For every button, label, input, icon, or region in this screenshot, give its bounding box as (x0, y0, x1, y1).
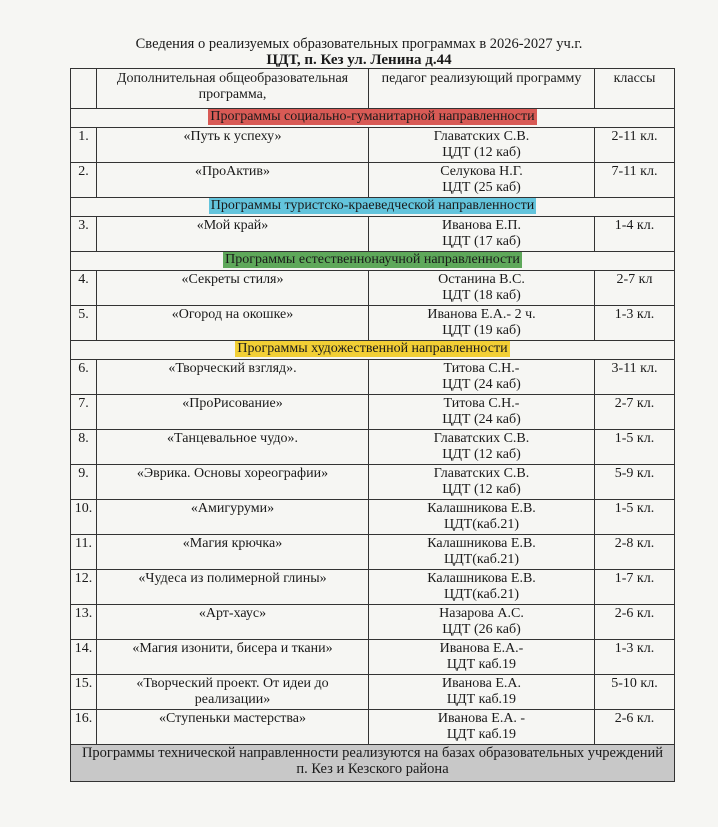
teacher-name: Иванова Е.А.- 2 ч. (427, 307, 536, 322)
classes-range: 1-3 кл. (595, 306, 675, 341)
teacher-cell (369, 570, 595, 605)
row-number: 15. (71, 675, 97, 710)
row-number: 10. (71, 500, 97, 535)
teacher-place: ЦДТ (24 каб) (442, 412, 521, 427)
row-number: 7. (71, 395, 97, 430)
program-name: «Секреты стиля» (97, 271, 369, 306)
teacher-cell (369, 217, 595, 252)
classes-range: 1-5 кл. (595, 500, 675, 535)
teacher-cell (369, 465, 595, 500)
section-header-row (71, 341, 675, 360)
table-row (71, 430, 675, 465)
program-name: «Амигуруми» (97, 500, 369, 535)
header-program: Дополнительная общеобразовательная программа, (97, 69, 369, 109)
section-title: Программы социально-гуманитарной направленности (210, 109, 535, 124)
table-row (71, 306, 675, 341)
program-name: «Танцевальное чудо». (97, 430, 369, 465)
table-row (71, 271, 675, 306)
header-classes: классы (595, 69, 675, 109)
row-number: 8. (71, 430, 97, 465)
classes-range: 2-8 кл. (595, 535, 675, 570)
table-row (71, 395, 675, 430)
classes-range: 2-6 кл. (595, 605, 675, 640)
table-row (71, 217, 675, 252)
table-row (71, 163, 675, 198)
program-name: «ПроАктив» (97, 163, 369, 198)
row-number: 11. (71, 535, 97, 570)
row-number: 6. (71, 360, 97, 395)
row-number: 1. (71, 128, 97, 163)
teacher-name: Калашникова Е.В. (427, 536, 536, 551)
program-name: «Огород на окошке» (97, 306, 369, 341)
footer-row (71, 745, 675, 782)
teacher-name: Останина В.С. (438, 272, 525, 287)
classes-range: 1-5 кл. (595, 430, 675, 465)
section-header-cell (71, 252, 675, 271)
teacher-place: ЦДТ(каб.21) (444, 517, 519, 532)
teacher-place: ЦДТ каб.19 (446, 727, 517, 742)
classes-range: 5-9 кл. (595, 465, 675, 500)
teacher-cell (369, 605, 595, 640)
teacher-name: Калашникова Е.В. (427, 501, 536, 516)
program-name: «Магия изонити, бисера и ткани» (97, 640, 369, 675)
teacher-cell (369, 640, 595, 675)
teacher-cell (369, 163, 595, 198)
teacher-place: ЦДТ (12 каб) (442, 447, 521, 462)
document-title: Сведения о реализуемых образовательных программах в 2026-2027 уч.г. (135, 36, 583, 52)
section-header-cell (71, 198, 675, 217)
teacher-name: Иванова Е.А. (441, 676, 522, 691)
teacher-place: ЦДТ(каб.21) (444, 587, 519, 602)
teacher-place: ЦДТ (12 каб) (442, 145, 521, 160)
classes-range: 2-6 кл. (595, 710, 675, 745)
classes-range: 5-10 кл. (595, 675, 675, 710)
program-name: «Чудеса из полимерной глины» (97, 570, 369, 605)
teacher-name: Селукова Н.Г. (440, 164, 523, 179)
program-name: «ПроРисование» (97, 395, 369, 430)
teacher-name: Иванова Е.П. (441, 218, 522, 233)
teacher-cell (369, 306, 595, 341)
table-row (71, 640, 675, 675)
program-name: «Арт-хаус» (97, 605, 369, 640)
header-num-cell (71, 69, 97, 109)
programs-table (70, 68, 675, 782)
teacher-place: ЦДТ каб.19 (446, 657, 517, 672)
header-teacher: педагог реализующий программу (369, 69, 595, 109)
program-name: «Эврика. Основы хореографии» (97, 465, 369, 500)
program-name: «Ступеньки мастерства» (97, 710, 369, 745)
teacher-name: Иванова Е.А.- (439, 641, 524, 656)
teacher-cell (369, 271, 595, 306)
classes-range: 1-3 кл. (595, 640, 675, 675)
program-name: «Мой край» (97, 217, 369, 252)
program-name: «Магия крючка» (97, 535, 369, 570)
teacher-name: Калашникова Е.В. (427, 571, 536, 586)
teacher-name: Титова С.Н.- (443, 361, 520, 376)
teacher-name: Главатских С.В. (433, 431, 530, 446)
teacher-cell (369, 430, 595, 465)
teacher-cell (369, 360, 595, 395)
teacher-cell (369, 710, 595, 745)
footer-line-2: п. Кез и Кезского района (296, 761, 449, 777)
table-row (71, 465, 675, 500)
section-header-cell (71, 341, 675, 360)
teacher-place: ЦДТ (18 каб) (442, 288, 521, 303)
table-row (71, 500, 675, 535)
row-number: 2. (71, 163, 97, 198)
program-name: «Путь к успеху» (97, 128, 369, 163)
teacher-cell (369, 395, 595, 430)
section-title: Программы естественнонаучной направленности (225, 252, 520, 267)
teacher-place: ЦДТ (12 каб) (442, 482, 521, 497)
teacher-place: ЦДТ (24 каб) (442, 377, 521, 392)
teacher-place: ЦДТ (19 каб) (442, 323, 521, 338)
row-number: 3. (71, 217, 97, 252)
teacher-cell (369, 535, 595, 570)
teacher-cell (369, 500, 595, 535)
teacher-place: ЦДТ каб.19 (446, 692, 517, 707)
table-row (71, 128, 675, 163)
row-number: 12. (71, 570, 97, 605)
teacher-cell (369, 675, 595, 710)
classes-range: 3-11 кл. (595, 360, 675, 395)
section-header-row (71, 252, 675, 271)
classes-range: 1-7 кл. (595, 570, 675, 605)
row-number: 4. (71, 271, 97, 306)
teacher-place: ЦДТ (25 каб) (442, 180, 521, 195)
section-header-cell (71, 109, 675, 128)
classes-range: 2-11 кл. (595, 128, 675, 163)
document-subtitle: ЦДТ, п. Кез ул. Ленина д.44 (266, 52, 452, 68)
row-number: 5. (71, 306, 97, 341)
section-header-row (71, 109, 675, 128)
table-row (71, 605, 675, 640)
teacher-name: Главатских С.В. (433, 466, 530, 481)
row-number: 16. (71, 710, 97, 745)
table-row (71, 675, 675, 710)
section-title: Программы художественной направленности (237, 341, 508, 356)
row-number: 9. (71, 465, 97, 500)
teacher-place: ЦДТ(каб.21) (444, 552, 519, 567)
teacher-name: Титова С.Н.- (443, 396, 520, 411)
table-row (71, 535, 675, 570)
classes-range: 7-11 кл. (595, 163, 675, 198)
table-row (71, 570, 675, 605)
row-number: 14. (71, 640, 97, 675)
teacher-cell (369, 128, 595, 163)
table-row (71, 360, 675, 395)
footer-note (71, 745, 675, 782)
teacher-place: ЦДТ (26 каб) (442, 622, 521, 637)
classes-range: 1-4 кл. (595, 217, 675, 252)
classes-range: 2-7 кл. (595, 395, 675, 430)
table-header-row (71, 69, 675, 109)
footer-line-1: Программы технической направленности реализуются на базах образовательных учреждений (81, 745, 664, 761)
row-number: 13. (71, 605, 97, 640)
section-title: Программы туристско-краеведческой направленности (210, 198, 535, 213)
teacher-name: Иванова Е.А. - (437, 711, 526, 726)
program-name: «Творческий взгляд». (97, 360, 369, 395)
classes-range: 2-7 кл (595, 271, 675, 306)
teacher-name: Главатских С.В. (433, 129, 530, 144)
teacher-name: Назарова А.С. (439, 606, 524, 621)
table-row (71, 710, 675, 745)
teacher-place: ЦДТ (17 каб) (442, 234, 521, 249)
program-name: «Творческий проект. От идеи до реализации» (97, 675, 369, 710)
section-header-row (71, 198, 675, 217)
